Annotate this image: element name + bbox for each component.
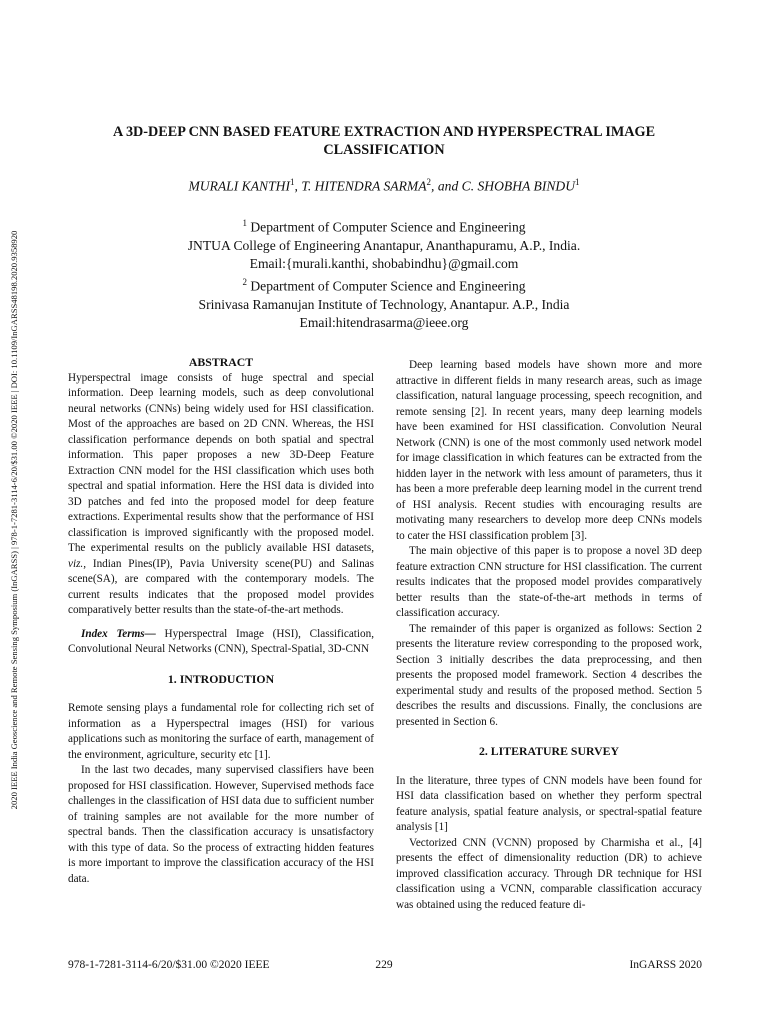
index-terms-text: Hyperspectral Image (HSI), Classification, Convolutional Neural Networks (CNN), Spectral-Spatial, 3D-CNN (68, 627, 374, 655)
literature-survey-heading: 2. LITERATURE SURVEY (479, 744, 619, 758)
affiliation-1-institution: JNTUA College of Engineering Anantapur, Ananthapuramu, A.P., India. (187, 237, 581, 253)
paper-title-line2: CLASSIFICATION (323, 142, 445, 158)
intro-paragraph-2: In the last two decades, many supervised classifiers have been proposed for HSI classification. However, Supervised methods face challenges in the classification of HSI data due to sufficient number of training samples are not available for the more number of spectral bands. Then the classification accuracy is unsatisfactory with this type of data. So the process of extracting hidden features is more important to improve the classification accuracy of the HSI data. (68, 764, 374, 885)
paper-title-line1: A 3D-DEEP CNN BASED FEATURE EXTRACTION AND HYPERSPECTRAL IMAGE (112, 124, 656, 140)
intro-paragraph-3: Deep learning based models have shown more and more attractive in different fields in many research areas, such as image classification, natural language processing, speech recognition, and remote sensing [2]. In recent years, many deep learning models have been examined for HSI classification. Convolution Neural Network (CNN) is one of the most commonly used network model for image classification in which features can be extracted from the hidden layer in the network with less amount of parameters, thus it has been a more preferable deep learning model in the current trend of HSI analysis. Recent studies with encouraging results are motivating many researchers to develop more deep CNNs models to cater the HSI classification problem [3]. (396, 359, 702, 542)
intro-paragraph-5: The remainder of this paper is organized as follows: Section 2 presents the literature review corresponding to the proposed work, Section 3 initially describes the data preprocessing, and then presents the proposed model framework. Section 4 describes the experimental study and results of the proposed method. Section 5 describes the results and discussions. Finally, the conclusions are presented in Section 6. (396, 622, 702, 728)
abstract-body (68, 371, 374, 619)
literature-paragraph-1: In the literature, three types of CNN models have been found for HSI data classification based on whether they perform spectral feature analysis, spatial feature analysis, or spectral-spatial feature analysis [1] (396, 774, 702, 833)
author-list (60, 177, 708, 195)
author-1-affiliation-mark: 1 (290, 177, 295, 187)
affiliation-2-mark: 2 (242, 277, 247, 288)
page-number: 229 (375, 959, 393, 971)
doi-side-strip (6, 160, 22, 880)
author-separator: , and (431, 178, 462, 194)
affiliation-2-institution: Srinivasa Ramanujan Institute of Technology, Anantapur. A.P., India (198, 296, 570, 312)
affiliation-2-email: Email:hitendrasarma@ieee.org (299, 315, 469, 331)
affiliation-2-dept-text: Department of Computer Science and Engineering (246, 278, 526, 294)
literature-paragraph-2: Vectorized CNN (VCNN) proposed by Charmisha et al., [4] presents the effect of dimensionality reduction (DR) to achieve improved classification accuracy. Through DR technique for HSI classification using a VCNN, comparable classification accuracy was obtained using the reduced feature di- (396, 836, 702, 911)
affiliation-1-dept (60, 214, 708, 237)
author-2-affiliation-mark: 2 (426, 177, 432, 187)
affiliation-1-mark: 1 (242, 218, 247, 228)
author-3-affiliation-mark: 1 (575, 177, 580, 187)
author-2: T. HITENDRA SARMA (301, 178, 427, 194)
paper-title (60, 123, 708, 159)
index-terms-label: Index Terms— (81, 627, 156, 640)
doi-side-text: 2020 IEEE India Geoscience and Remote Sensing Symposium (InGARSS) | 978-1-7281-3114-6/20/$31.00 ©2020 IEEE | DOI: 10.1109/InGARSS48198.2020.9358920 (9, 230, 19, 810)
author-separator: , (294, 178, 302, 194)
intro-paragraph-1: Remote sensing plays a fundamental role for collecting rich set of information as a Hyperspectral images (HSI) for various applications such as monitoring the surface of earth, management of the environment, agriculture, security etc [1]. (68, 702, 374, 761)
index-terms (68, 627, 374, 658)
author-1: MURALI KANTHI (188, 178, 291, 194)
introduction-heading: 1. INTRODUCTION (167, 671, 275, 686)
right-column (396, 358, 702, 913)
footer-conference: InGARSS 2020 (629, 959, 702, 971)
footer-copyright: 978-1-7281-3114-6/20/$31.00 ©2020 IEEE (68, 959, 270, 971)
affiliation-2-dept (60, 273, 708, 296)
affiliation-1-email: Email:{murali.kanthi, shobabindhu}@gmail.com (249, 255, 519, 271)
intro-paragraph-4: The main objective of this paper is to propose a novel 3D deep feature extraction CNN structure for HSI classification. The current results indicates that the proposed model provides comparatively better results than the state-of-the-art methods in terms of classification accuracy. (396, 545, 702, 619)
abstract-heading: ABSTRACT (188, 355, 254, 369)
abstract-body-part1: Hyperspectral image consists of huge spectral and special information. Deep learning models, such as deep convolutional neural networks (CNNs) being widely used for HSI classification. Most of the approaches are based on 2D CNN. Whereas, the HSI classification performance depends on both spatial and spectral information. This paper proposes a new 3D-Deep Feature Extraction CNN model for the HSI classification which uses both spectral and spatial information. Here the HSI data is divided into 3D patches and fed into the proposed model for deep feature extractions. Experimental results show that the performance of HSI classification is improved significantly with the proposed model. The experimental results on the publicly available HSI datasets, (68, 371, 374, 554)
affiliations (60, 214, 708, 332)
abstract-viz: viz., (68, 557, 87, 570)
author-3: C. SHOBHA BINDU (461, 178, 576, 194)
affiliation-1-dept-text: Department of Computer Science and Engineering (246, 219, 526, 235)
left-column (68, 355, 374, 887)
abstract-body-part2: Indian Pines(IP), Pavia University scene(PU) and Salinas scene(SA), are compared with the contemporary models. The current results indicates that the proposed model provides comparatively better results than the state-of-the-art methods. (68, 557, 374, 616)
